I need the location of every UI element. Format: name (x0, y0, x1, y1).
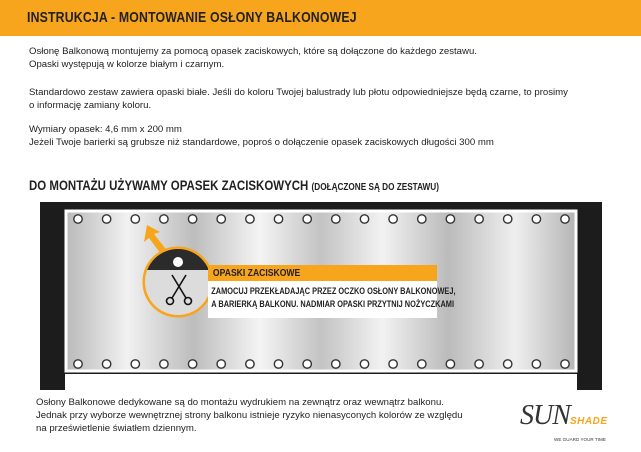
grommet (475, 360, 483, 368)
grommet (188, 215, 196, 223)
callout-line: A BARIERKĄ BALKONU. NADMIAR OPASKI PRZYTNIJ NOŻYCZKAMI (211, 299, 454, 309)
callout-title (208, 265, 437, 281)
grommet (389, 360, 397, 368)
grommet (74, 360, 82, 368)
intro-line: Standardowo zestaw zawiera opaski białe. Jeśli do koloru Twojej balustrady lub płotu odpowiedniejsze będą czarne, to prosimy (29, 87, 568, 98)
grommet (131, 360, 139, 368)
section-title (29, 177, 439, 193)
section-title-text: DO MONTAŻU UŻYWAMY OPASEK ZACISKOWYCH (29, 177, 309, 193)
logo-tagline: WE GUARD YOUR TIME (554, 437, 606, 442)
footer-line: Jednak przy wyborze wewnętrznej strony balkonu istnieje ryzyko nienasyconych kolorów ze względu (36, 410, 463, 421)
intro-line: Jeżeli Twoje barierki są grubsze niż standardowe, poproś o dołączenie opasek zaciskowych długości 300 mm (29, 137, 494, 148)
callout-line: ZAMOCUJ PRZEKŁADAJĄC PRZEZ OCZKO OSŁONY BALKONOWEJ, (211, 286, 456, 296)
callout-title-text: OPASKI ZACISKOWE (212, 267, 301, 279)
grommet (446, 360, 454, 368)
grommet (418, 215, 426, 223)
grommet (332, 360, 340, 368)
logo-shade-text: SHADE (570, 416, 608, 427)
intro-paragraph-1 (29, 45, 477, 71)
grommet (274, 360, 282, 368)
grommet (532, 215, 540, 223)
page-title: INSTRUKCJA - MONTOWANIE OSŁONY BALKONOWEJ (27, 9, 357, 26)
grommet (131, 215, 139, 223)
grommet (303, 360, 311, 368)
grommet (160, 360, 168, 368)
section-subtitle: (DOŁĄCZONE SĄ DO ZESTAWU) (311, 182, 439, 193)
grommet (217, 360, 225, 368)
grommet (360, 215, 368, 223)
footer-line: Osłony Balkonowe dedykowane są do montażu wydrukiem na zewnątrz oraz wewnątrz balkonu. (36, 397, 444, 408)
grommet (102, 360, 110, 368)
header-bar (0, 0, 641, 36)
grommet (561, 360, 569, 368)
intro-line: Opaski występują w kolorze białym i czarnym. (29, 59, 225, 70)
sunshade-logo (520, 397, 630, 447)
grommet (418, 360, 426, 368)
grommet (561, 215, 569, 223)
grommet (188, 360, 196, 368)
footer-line: na prześwietlenie światłem dziennym. (36, 423, 197, 434)
grommet (303, 215, 311, 223)
logo-sun-text: SUN (520, 400, 570, 431)
grommet (246, 215, 254, 223)
grommet (74, 215, 82, 223)
grommet (446, 215, 454, 223)
grommet (389, 215, 397, 223)
grommet (217, 215, 225, 223)
grommet (246, 360, 254, 368)
grommet (160, 215, 168, 223)
cable-tie-callout (208, 265, 456, 318)
zoom-circle (144, 248, 212, 316)
callout-body (208, 281, 456, 318)
grommet (504, 360, 512, 368)
intro-paragraph-2 (29, 86, 568, 112)
footer-note (36, 396, 463, 435)
grommet (504, 215, 512, 223)
grommet (274, 215, 282, 223)
grommet (332, 215, 340, 223)
intro-line: o informację zamiany koloru. (29, 100, 152, 111)
grommet (360, 360, 368, 368)
intro-line: Osłonę Balkonową montujemy za pomocą opasek zaciskowych, które są dołączone do każdego zestawu. (29, 46, 477, 57)
intro-paragraph-3 (29, 123, 494, 149)
grommet (532, 360, 540, 368)
grommet (102, 215, 110, 223)
grommet (475, 215, 483, 223)
intro-line: Wymiary opasek: 4,6 mm x 200 mm (29, 124, 182, 135)
